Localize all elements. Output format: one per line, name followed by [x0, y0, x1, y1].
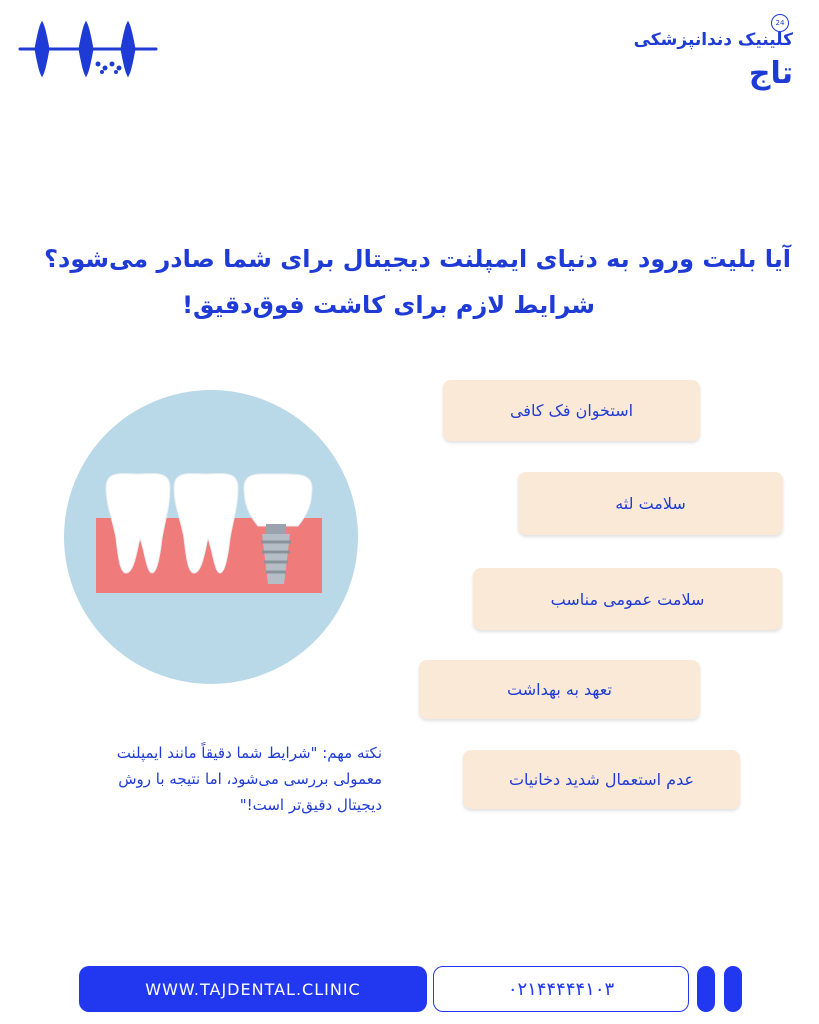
dental-implant-illustration: [62, 388, 360, 686]
implant-crown-icon: [244, 474, 312, 526]
requirement-jaw-bone: استخوان فک کافی: [443, 380, 700, 441]
requirement-no-smoking: عدم استعمال شدید دخانیات: [463, 750, 740, 809]
headline-line1: آیا بلیت ورود به دنیای ایمپلنت دیجیتال برای شما صادر می‌شود؟: [44, 245, 791, 273]
important-note: [36, 740, 382, 818]
note-line2: معمولی بررسی می‌شود، اما نتیجه با روش: [118, 770, 382, 788]
requirement-general-health: سلامت عمومی مناسب: [473, 568, 782, 630]
headline: [11, 236, 791, 328]
decorative-bar-1: [697, 966, 715, 1012]
requirement-hygiene-commitment: تعهد به بهداشت: [419, 660, 700, 719]
headline-line2: شرایط لازم برای کاشت فوق‌دقیق!: [182, 291, 595, 319]
decorative-bar-2: [724, 966, 742, 1012]
phone-number[interactable]: ۰۲۱۴۴۴۴۴۱۰۳: [433, 966, 689, 1012]
website-link[interactable]: WWW.TAJDENTAL.CLINIC: [79, 966, 427, 1012]
note-line1: نکته مهم: "شرایط شما دقیقاً مانند ایمپلنت: [116, 744, 382, 762]
note-line3: دیجیتال دقیق‌تر است!": [239, 796, 382, 814]
wave-tooth-logo-icon: [18, 20, 160, 78]
abutment-icon: [266, 524, 286, 534]
requirement-gum-health: سلامت لثه: [518, 472, 783, 535]
24h-badge-icon: 24: [771, 14, 789, 32]
brand-name-line1: کلینیک دندانپزشکی: [633, 30, 793, 50]
brand-logo: [623, 14, 793, 94]
brand-name-line2: تاج: [748, 56, 793, 91]
